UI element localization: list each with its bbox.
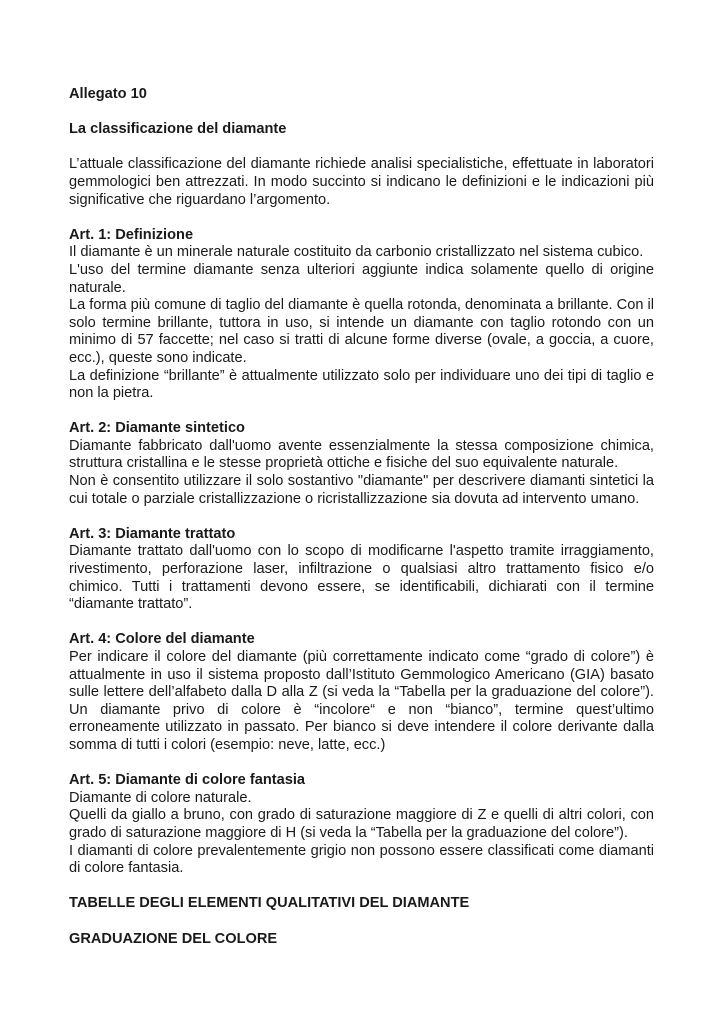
art1-paragraph: Il diamante è un minerale naturale costituito da carbonio cristallizzato nel sistema cubico.	[69, 244, 644, 261]
tables-heading: TABELLE DEGLI ELEMENTI QUALITATIVI DEL DIAMANTE	[69, 895, 470, 912]
art4-paragraph: Per indicare il colore del diamante (più correttamente indicato come “grado di colore”) è attualmente in uso il sistema proposto dall’Istituto Gemmologico Americano (GIA) basato sulle lettere dell’alfabeto dalla D alla Z (si veda la “Tabella per la graduazione del colore”). Un diamante privo di colore è “incolore“ e non “bianco”, termine quest’ultimo erroneamente utilizzato in passato. Per bianco si deve intendere il colore derivante dalla somma di tutti i colori (esempio: neve, latte, ecc.)	[69, 649, 654, 753]
color-grading-heading: GRADUAZIONE DEL COLORE	[69, 930, 278, 947]
art5-paragraph: Diamante di colore naturale.	[69, 789, 252, 806]
art2-paragraph: Non è consentito utilizzare il solo sostantivo "diamante" per descrivere diamanti sintetici la cui totale o parziale cristallizzazione o ricristallizzazione sia dovuta ad intervento umano.	[69, 473, 654, 507]
art3-paragraph: Diamante trattato dall'uomo con lo scopo di modificarne l'aspetto tramite irraggiamento, rivestimento, perforazione laser, infiltrazione o qualsiasi altro trattamento fisico e/o chimico. Tutti i trattamenti devono essere, se identificabili, dichiarati con il termine “diamante trattato”.	[69, 543, 654, 613]
art5-paragraph: I diamanti di colore prevalentemente grigio non possono essere classificati come diamanti di colore fantasia.	[69, 842, 654, 877]
art5-paragraph: Quelli da giallo a bruno, con grado di saturazione maggiore di Z e quelli di altri colori, con grado di saturazione maggiore di H (si veda la “Tabella per la graduazione del colore”).	[69, 807, 654, 841]
art3-heading: Art. 3: Diamante trattato	[69, 525, 236, 542]
art1-paragraph: L'uso del termine diamante senza ulteriori aggiunte indica solamente quello di origine naturale.	[69, 261, 654, 296]
art2-paragraph: Diamante fabbricato dall'uomo avente essenzialmente la stessa composizione chimica, struttura cristallina e le stesse proprietà ottiche e fisiche del suo equivalente naturale.	[69, 437, 654, 472]
art1-paragraph: La forma più comune di taglio del diamante è quella rotonda, denominata a brillante. Con il solo termine brillante, tuttora in uso, si intende un diamante con taglio rotondo con un minimo di 57 faccette; nel caso si tratti di alcune forme diverse (ovale, a goccia, a cuore, ecc.), queste sono indicate.	[69, 297, 654, 366]
intro-paragraph: L’attuale classificazione del diamante richiede analisi specialistiche, effettuate in laboratori gemmologici ben attrezzati. In modo succinto si indicano le definizioni e le indicazioni più significative che riguardano l’argomento.	[69, 156, 654, 208]
art2-heading: Art. 2: Diamante sintetico	[69, 420, 245, 437]
art1-heading: Art. 1: Definizione	[69, 226, 194, 243]
art4-heading: Art. 4: Colore del diamante	[69, 631, 255, 648]
art1-paragraph: La definizione “brillante” è attualmente utilizzato solo per individuare uno dei tipi di taglio e non la pietra.	[69, 367, 654, 402]
art5-heading: Art. 5: Diamante di colore fantasia	[69, 772, 305, 789]
document-page	[69, 86, 654, 948]
annex-label: Allegato 10	[69, 86, 147, 102]
document-title: La classificazione del diamante	[69, 121, 287, 138]
